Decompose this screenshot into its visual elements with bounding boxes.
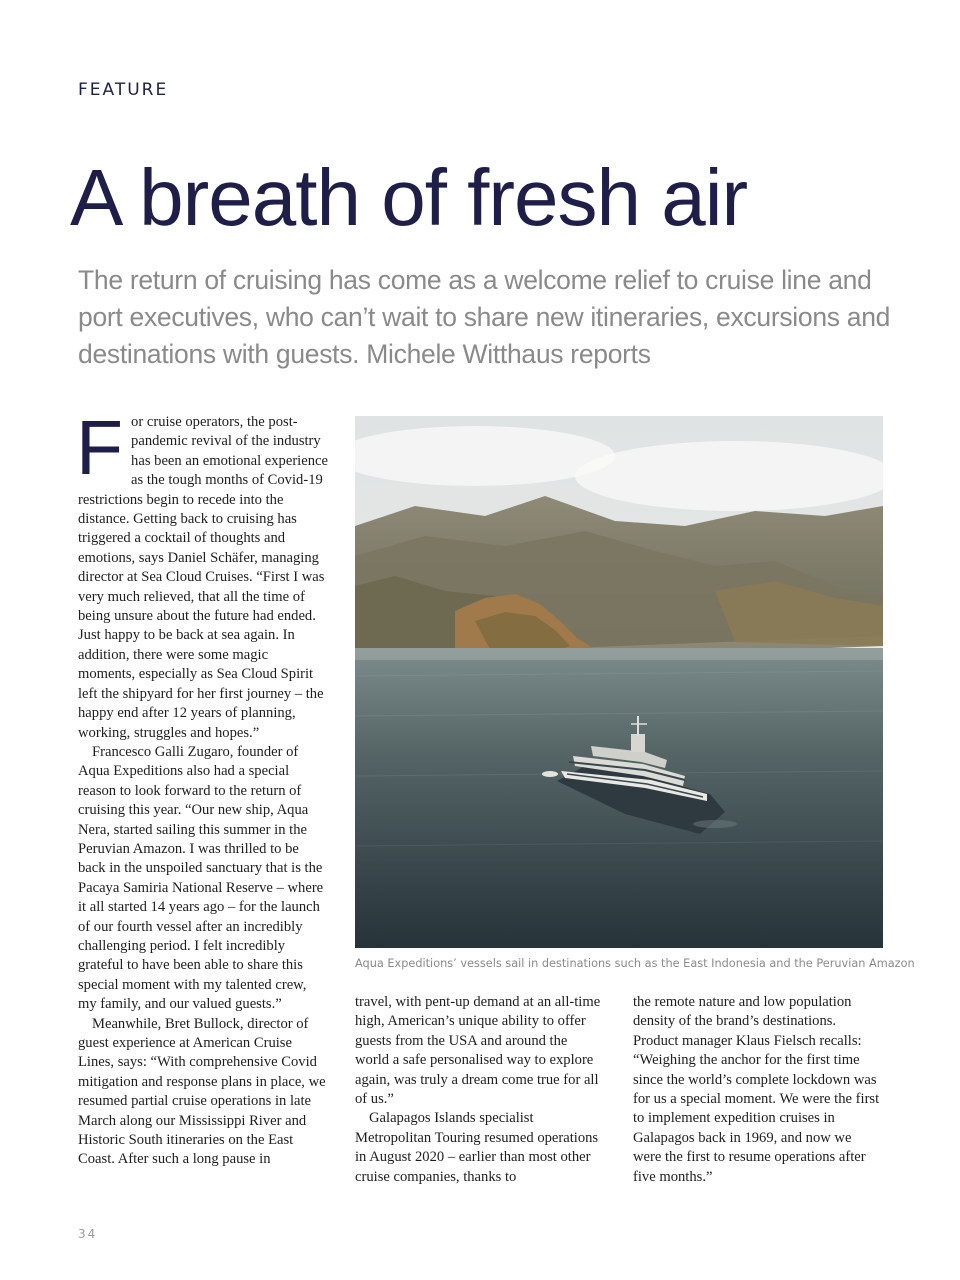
section-label: FEATURE xyxy=(78,80,169,100)
paragraph: Meanwhile, Bret Bullock, director of guest experience at American Cruise Lines, says: “With comprehensive Covid mitigation and response plans in place, we resumed partial cruise operations in late March along our Mississippi River and Historic South itineraries on the East Coast. After such a long pause in xyxy=(78,1015,326,1168)
paragraph: Francesco Galli Zugaro, founder of Aqua Expeditions also had a special reason to look forward to the return of cruising this year. “Our new ship, Aqua Nera, started sailing this summer in the Peruvian Amazon. I was thrilled to be back in the unspoiled sanctuary that is the Pacaya Samiria National Reserve – where it all started 14 years ago – for the launch of our fourth vessel after an incredibly challenging period. I felt incredibly grateful to have been able to share this special moment with my talented crew, my family, and our valued guests.” xyxy=(78,743,324,1013)
drop-cap: F xyxy=(76,405,124,491)
paragraph-text: or cruise operators, the post-pandemic revival of the industry has been an emotional experience as the tough months of Covid-19 restrictions begin to recede into the distance. Getting back to cruising has triggered a cocktail of thoughts and emotions, says Daniel Schäfer, managing director at Sea Cloud Cruises. “First I was very much relieved, that all the time of being unsure about the future had ended. Just happy to be back at sea again. In addition, there were some magic moments, especially as Sea Cloud Spirit left the shipyard for her first journey – the happy end after 12 years of planning, working, struggles and hopes.” xyxy=(78,414,328,741)
photo-caption: Aqua Expeditions’ vessels sail in destinations such as the East Indonesia and the Peruvian Amazon xyxy=(355,957,915,970)
paragraph xyxy=(76,405,328,743)
paragraph: travel, with pent-up demand at an all-time high, American’s unique ability to offer guests from the USA and around the world a safe personalised way to explore again, was truly a dream come true for all of us.” xyxy=(355,994,601,1108)
page-number: 34 xyxy=(78,1227,98,1241)
body-column-2 xyxy=(355,993,605,1187)
body-column-1 xyxy=(76,405,328,1170)
headline: A breath of fresh air xyxy=(70,153,748,242)
body-column-3 xyxy=(633,993,883,1187)
paragraph: Galapagos Islands specialist Metropolitan Touring resumed operations in August 2020 – earlier than most other cruise companies, thanks to xyxy=(355,1110,599,1185)
standfirst: The return of cruising has come as a welcome relief to cruise line and port executives, who can’t wait to share new itineraries, excursions and destinations with guests. Michele Witthaus reports xyxy=(78,265,891,369)
cruise-ship-photo xyxy=(355,416,883,948)
paragraph: the remote nature and low population density of the brand’s destinations. Product manager Klaus Fielsch recalls: “Weighing the anchor for the first time since the world’s complete lockdown was for us a special moment. We were the first to implement expedition cruises in Galapagos back in 1969, and now we were the first to resume operations after five months.” xyxy=(633,994,880,1185)
